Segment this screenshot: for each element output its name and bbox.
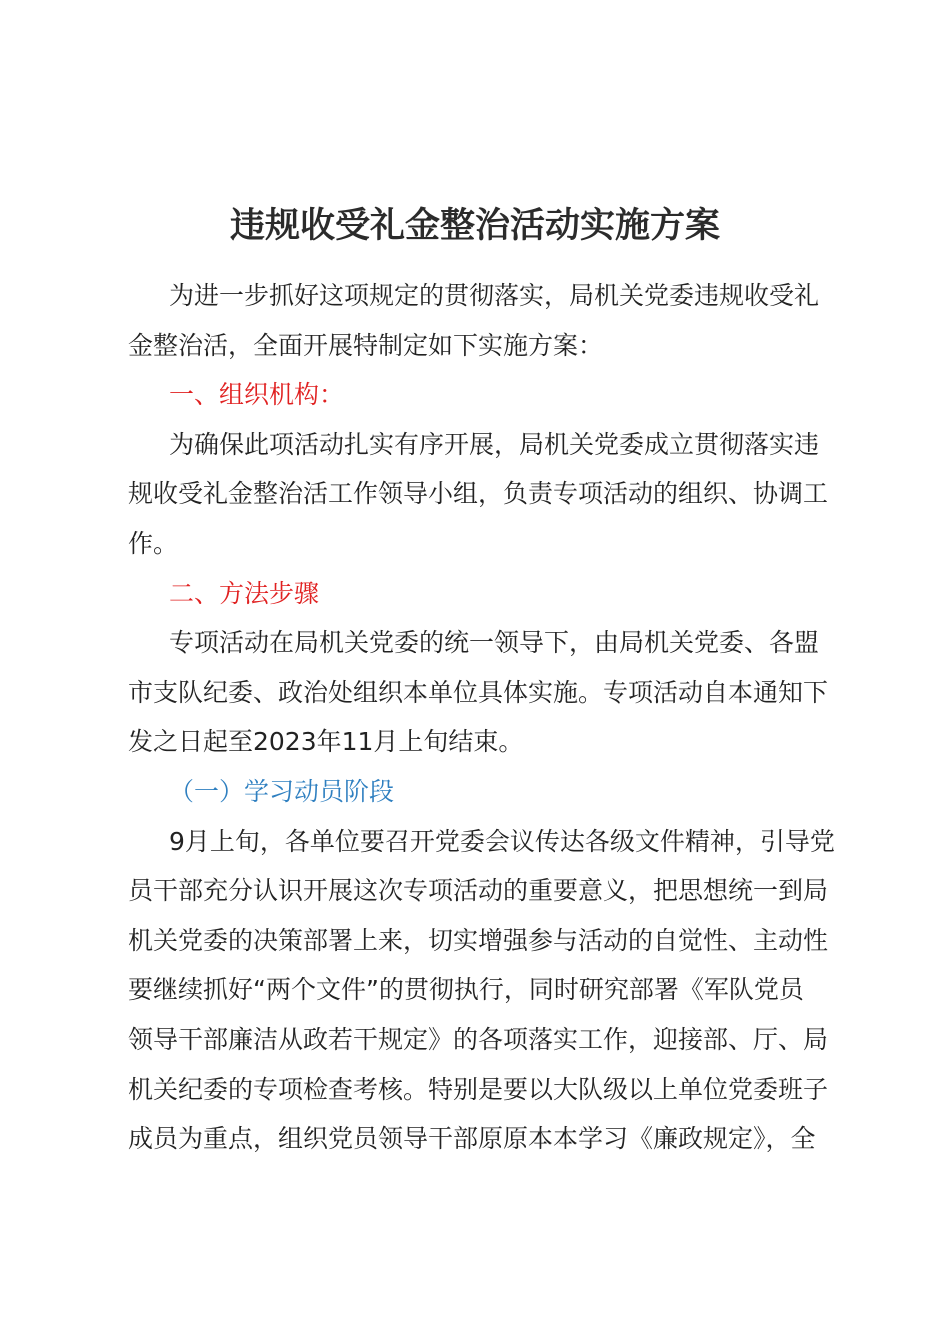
document-body (128, 271, 852, 1164)
paragraph-line: 规收受礼金整治活工作领导小组，负责专项活动的组织、协调工 (128, 479, 829, 509)
document-title: 违规收受礼金整治活动实施方案 (229, 206, 720, 246)
paragraph-line: 领导干部廉洁从政若干规定》的各项落实工作，迎接部、厅、局 (128, 1024, 829, 1054)
paragraph-line: 作。 (128, 528, 179, 558)
paragraph-line: 机关党委的决策部署上来，切实增强参与活动的自觉性、主动性 (128, 925, 829, 955)
paragraph-line: 为确保此项活动扎实有序开展，局机关党委成立贯彻落实违 (169, 429, 820, 459)
section-heading: 一、组织机构： (169, 380, 345, 410)
section-heading: 二、方法步骤 (169, 578, 320, 608)
paragraph-line: 市支队纪委、政治处组织本单位具体实施。专项活动自本通知下 (128, 677, 829, 707)
paragraph-line: 金整治活，全面开展特制定如下实施方案： (128, 330, 604, 360)
paragraph-line: 要继续抓好“两个文件”的贯彻执行，同时研究部署《军队党员 (128, 975, 804, 1005)
paragraph-line: 发之日起至2023年11月上旬结束。 (128, 727, 524, 757)
subsection-heading: （一）学习动员阶段 (169, 776, 395, 806)
paragraph-line: 为进一步抓好这项规定的贯彻落实，局机关党委违规收受礼 (169, 281, 820, 310)
paragraph-line: 成员为重点，组织党员领导干部原原本本学习《廉政规定》，全 (128, 1124, 816, 1154)
paragraph-line: 员干部充分认识开展这次专项活动的重要意义，把思想统一到局 (128, 876, 829, 906)
paragraph-line: 机关纪委的专项检查考核。特别是要以大队级以上单位党委班子 (128, 1074, 829, 1104)
paragraph-line: 专项活动在局机关党委的统一领导下，由局机关党委、各盟 (169, 628, 820, 658)
paragraph-line: 9月上旬，各单位要召开党委会议传达各级文件精神，引导党 (169, 826, 835, 856)
